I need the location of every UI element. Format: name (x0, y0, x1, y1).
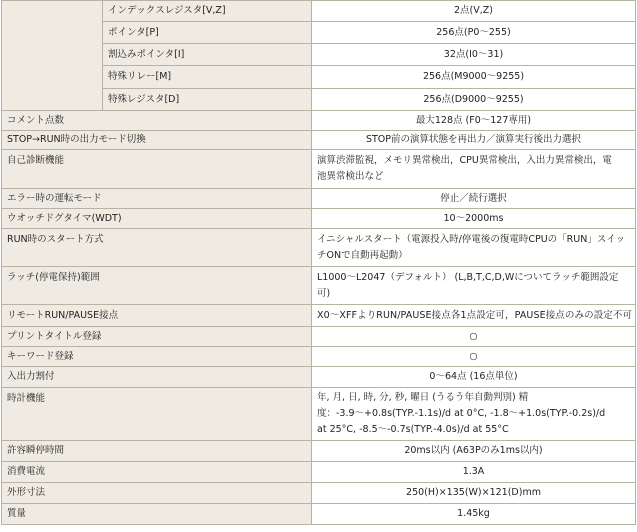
table-row (2, 504, 636, 525)
row-label: インデックスレジスタ[V,Z] (103, 1, 312, 22)
row-value (312, 150, 636, 189)
row-label: 外形寸法 (2, 483, 312, 504)
row-value (312, 267, 636, 305)
row-value: 2点(V,Z) (312, 1, 636, 22)
row-label: 消費電流 (2, 462, 312, 483)
table-row (2, 229, 636, 267)
row-value: 最大128点 (F0～127専用) (312, 111, 636, 131)
value-line: 可) (317, 287, 331, 299)
group-blank-cell (2, 1, 103, 111)
table-row (2, 441, 636, 462)
circle-mark: ○ (312, 347, 636, 367)
row-label: リモートRUN/PAUSE接点 (2, 305, 312, 327)
row-value: 10～2000ms (312, 209, 636, 229)
row-value: 32点(I0～31) (312, 44, 636, 66)
row-value (312, 229, 636, 267)
row-value: 停止／続行選択 (312, 189, 636, 209)
row-label: キーワード登録 (2, 347, 312, 367)
row-value: 1.3A (312, 462, 636, 483)
row-label: 質量 (2, 504, 312, 525)
table-row (2, 305, 636, 327)
row-value: 256点(P0～255) (312, 22, 636, 44)
circle-mark: ○ (312, 327, 636, 347)
table-row (2, 150, 636, 189)
row-label: プリントタイトル登録 (2, 327, 312, 347)
value-line: at 25°C, -8.5～-0.7s(TYP.-4.0s)/d at 55°C (317, 424, 509, 435)
table-row (2, 327, 636, 347)
table-row (2, 189, 636, 209)
table-row (2, 1, 636, 22)
table-row (2, 209, 636, 229)
row-value (312, 388, 636, 441)
table-row (2, 367, 636, 388)
row-value: 250(H)×135(W)×121(D)mm (312, 483, 636, 504)
value-line: 年, 月, 日, 時, 分, 秒, 曜日 (うるう年自動判別) 精 (317, 392, 529, 403)
table-row (2, 347, 636, 367)
row-label: 入出力割付 (2, 367, 312, 388)
table-row (2, 267, 636, 305)
table-row (2, 131, 636, 150)
row-label: 割込みポインタ[I] (103, 44, 312, 66)
row-label: ウオッチドグタイマ(WDT) (2, 209, 312, 229)
value-line: チONで自動再起動） (317, 249, 408, 261)
row-label: 特殊リレー[M] (103, 66, 312, 89)
value-line: イニシャルスタート（電源投入時/停電後の復電時CPUの「RUN」スイッ (317, 233, 625, 245)
row-value: 0～64点 (16点単位) (312, 367, 636, 388)
value-line: 度：-3.9～+0.8s(TYP.-1.1s)/d at 0°C, -1.8～+1.0s(TYP.-0.2s)/d (317, 408, 606, 419)
row-label: エラー時の運転モード (2, 189, 312, 209)
row-label: 特殊レジスタ[D] (103, 89, 312, 111)
table-row (2, 111, 636, 131)
value-line: 演算渋滞監視，メモリ異常検出，CPU異常検出，入出力異常検出，電 (317, 155, 612, 166)
value-line: L1000～L2047（デフォルト） (L,B,T,C,D,Wについてラッチ範囲設定 (317, 271, 619, 283)
row-value: 256点(D9000～9255) (312, 89, 636, 111)
row-label: ラッチ(停電保持)範囲 (2, 267, 312, 305)
row-label: 時計機能 (2, 388, 312, 441)
row-label: STOP→RUN時の出力モード切換 (2, 131, 312, 150)
row-label: 許容瞬停時間 (2, 441, 312, 462)
table-row (2, 388, 636, 441)
table-row (2, 462, 636, 483)
row-value: X0～XFFよりRUN/PAUSE接点各1点設定可，PAUSE接点のみの設定不可 (312, 305, 636, 327)
row-value: 1.45kg (312, 504, 636, 525)
row-value: 20ms以内 (A63Pのみ1ms以内) (312, 441, 636, 462)
row-label: コメント点数 (2, 111, 312, 131)
row-value: 256点(M9000～9255) (312, 66, 636, 89)
row-label: 自己診断機能 (2, 150, 312, 189)
row-label: ポインタ[P] (103, 22, 312, 44)
row-label: RUN時のスタート方式 (2, 229, 312, 267)
spec-table (1, 0, 636, 525)
table-row (2, 483, 636, 504)
value-line: 池異常検出など (317, 171, 384, 182)
row-value: STOP前の演算状態を再出力／演算実行後出力選択 (312, 131, 636, 150)
